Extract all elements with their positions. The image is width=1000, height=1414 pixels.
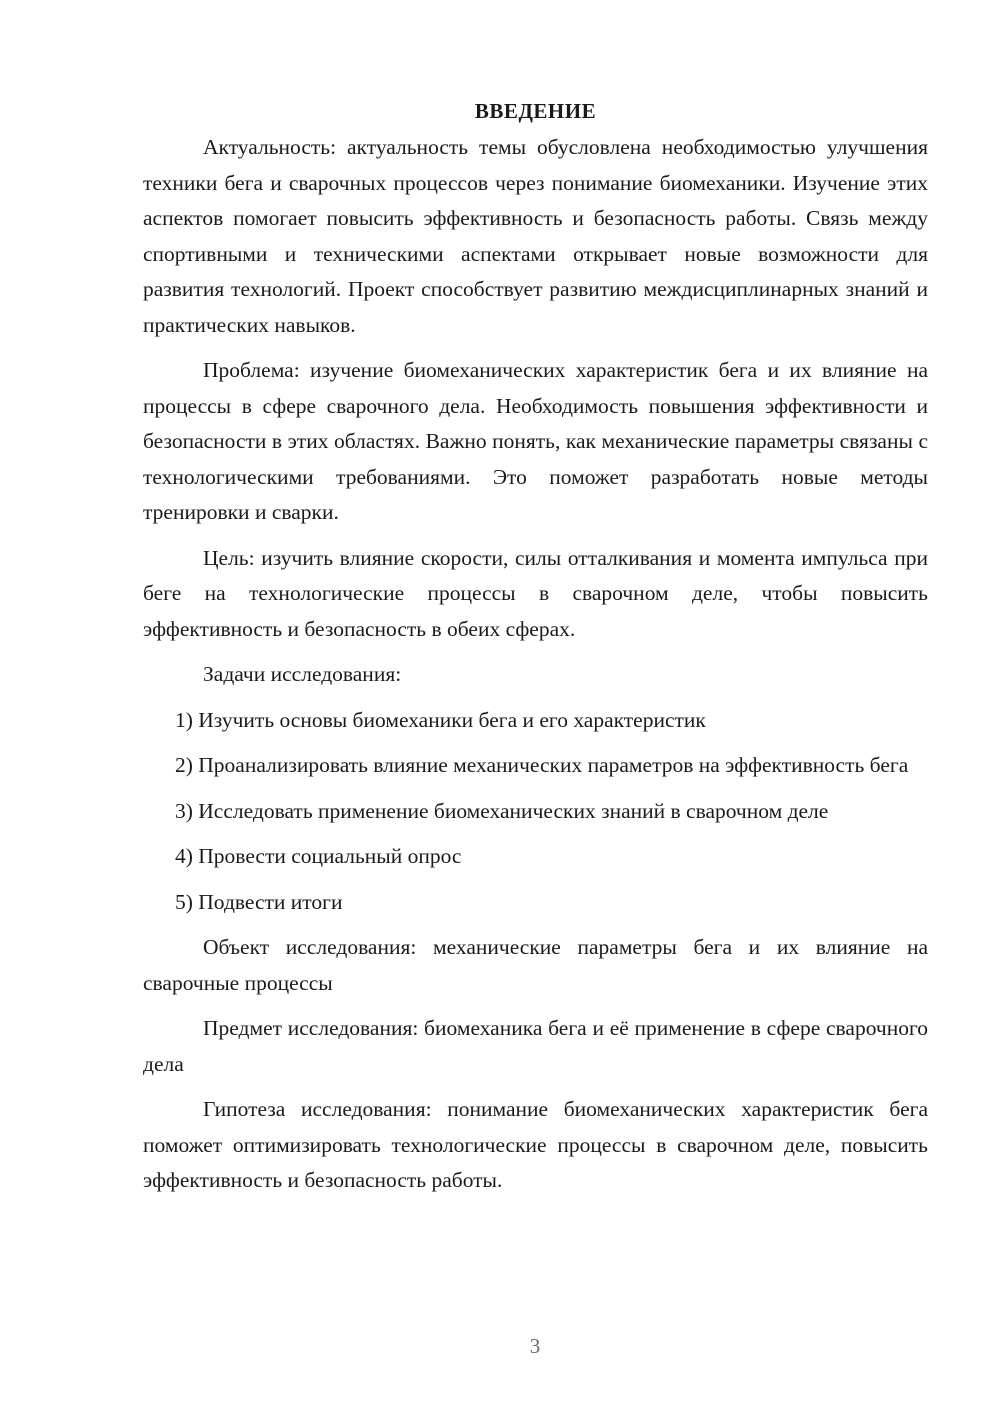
task-item-4: 4) Провести социальный опрос	[175, 844, 462, 868]
task-item-2: 2) Проанализировать влияние механических параметров на эффективность бега	[175, 753, 909, 777]
task-item-5: 5) Подвести итоги	[175, 889, 343, 914]
object-paragraph: Объект исследования: механические параметры бега и их влияние на сварочные процессы	[143, 935, 928, 995]
tasks-heading: Задачи исследования:	[203, 662, 402, 686]
task-item-3: 3) Исследовать применение биомеханических знаний в сварочном деле	[175, 798, 829, 823]
subject-paragraph: Предмет исследования: биомеханика бега и её применение в сфере сварочного дела	[143, 1016, 928, 1076]
document-page	[143, 96, 928, 1209]
goal-paragraph: Цель: изучить влияние скорости, силы отталкивания и момента импульса при беге на технологические процессы в сварочном деле, чтобы повысить эффективность и безопасность в обеих сферах.	[143, 545, 928, 641]
page-title: ВВЕДЕНИЕ	[474, 99, 597, 123]
task-item-1: 1) Изучить основы биомеханики бега и его характеристик	[175, 707, 706, 732]
page-number: 3	[529, 1334, 541, 1358]
hypothesis-paragraph: Гипотеза исследования: понимание биомеханических характеристик бега поможет оптимизировать технологические процессы в сварочном деле, повысить эффективность и безопасность работы.	[143, 1097, 928, 1192]
relevance-paragraph: Актуальность: актуальность темы обусловлена необходимостью улучшения техники бега и сварочных процессов через понимание биомеханики. Изучение этих аспектов помогает повысить эффективность и безопасность работы. Связь между спортивными и техническими аспектами открывает новые возможности для развития технологий. Проект способствует развитию междисциплинарных знаний и практических навыков.	[143, 135, 928, 337]
problem-paragraph: Проблема: изучение биомеханических характеристик бега и их влияние на процессы в сфере сварочного дела. Необходимость повышения эффективности и безопасности в этих областях. Важно понять, как механические параметры связаны с технологическими требованиями. Это поможет разработать новые методы тренировки и сварки.	[143, 358, 928, 524]
